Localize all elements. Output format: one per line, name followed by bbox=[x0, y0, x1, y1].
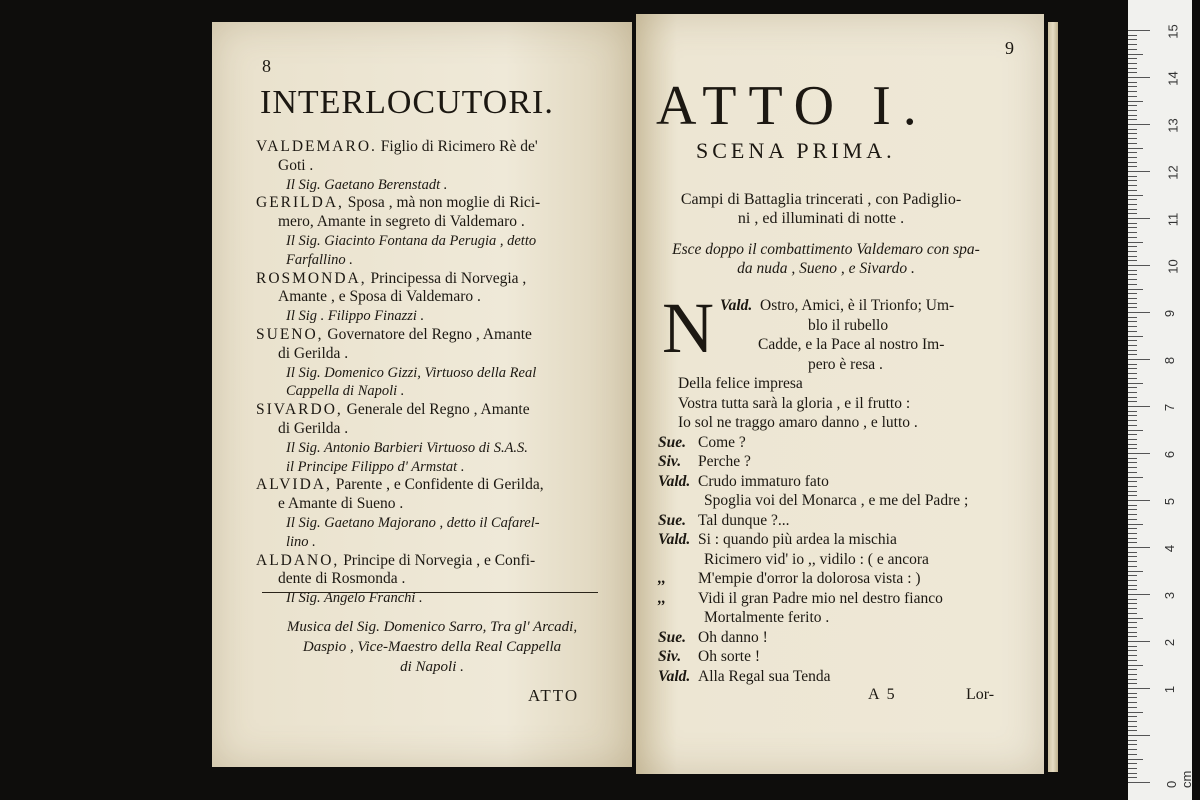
ruler-tick bbox=[1128, 331, 1137, 332]
ruler-tick bbox=[1128, 749, 1137, 750]
dialogue-line bbox=[658, 472, 1018, 492]
ruler-tick bbox=[1128, 350, 1137, 351]
ruler-tick bbox=[1128, 542, 1137, 543]
actor-name: il Principe Filippo d' Armstat . bbox=[286, 458, 465, 475]
verse-line: blo il rubello bbox=[808, 316, 889, 334]
ruler-tick bbox=[1128, 312, 1150, 313]
dialogue-line bbox=[658, 667, 1018, 687]
music-credit-line: Musica del Sig. Domenico Sarro, Tra gl' Arcadi, bbox=[286, 619, 578, 635]
ruler-number: 6 bbox=[1162, 450, 1178, 459]
character-description: e Amante di Sueno . bbox=[278, 495, 404, 513]
ruler-tick bbox=[1128, 321, 1137, 322]
cast-entry bbox=[256, 138, 614, 194]
ruler-tick bbox=[1128, 204, 1137, 205]
ruler-tick bbox=[1128, 39, 1137, 40]
ruler-tick bbox=[1128, 340, 1137, 341]
character-name: ALVIDA, bbox=[256, 476, 332, 494]
speaker: Sue. bbox=[658, 628, 686, 646]
actor-name: Il Sig. Giacinto Fontana da Perugia , detto bbox=[286, 232, 537, 249]
character-name: SIVARDO, bbox=[256, 401, 343, 419]
actor-name: Farfallino . bbox=[286, 251, 353, 268]
ruler-tick bbox=[1128, 35, 1137, 36]
ruler-tick bbox=[1128, 575, 1137, 576]
ruler-tick bbox=[1128, 368, 1137, 369]
ruler-tick bbox=[1128, 773, 1137, 774]
ruler-tick bbox=[1128, 326, 1137, 327]
speaker: Siv. bbox=[658, 453, 682, 470]
ruler-tick bbox=[1128, 716, 1137, 717]
dialogue-line bbox=[658, 628, 1018, 648]
ruler-tick bbox=[1128, 68, 1137, 69]
cast-entry bbox=[256, 270, 614, 326]
ruler-tick bbox=[1128, 199, 1137, 200]
ruler-tick bbox=[1128, 96, 1137, 97]
ruler-tick bbox=[1128, 636, 1137, 637]
verse-text: Spoglia voi del Monarca , e me del Padre ; bbox=[704, 492, 969, 509]
stage-direction bbox=[656, 190, 986, 228]
character-name: ROSMONDA, bbox=[256, 269, 367, 287]
ruler-tick bbox=[1128, 759, 1143, 760]
ruler-tick bbox=[1128, 425, 1137, 426]
ruler-tick bbox=[1128, 209, 1137, 210]
ruler-tick bbox=[1128, 270, 1137, 271]
music-credit-line: di Napoli . bbox=[400, 659, 464, 675]
ruler-tick bbox=[1128, 138, 1137, 139]
scene-title: SCENA PRIMA. bbox=[696, 138, 896, 163]
speaker: Vald. bbox=[720, 297, 753, 314]
ruler-tick bbox=[1128, 373, 1137, 374]
ruler-tick bbox=[1128, 82, 1137, 83]
ruler-tick bbox=[1128, 406, 1150, 407]
character-description: Governatore del Regno , Amante bbox=[327, 325, 532, 343]
ruler-number: 4 bbox=[1162, 544, 1178, 553]
ruler-tick bbox=[1128, 180, 1137, 181]
left-page bbox=[212, 22, 632, 767]
verse-text: Mortalmente ferito . bbox=[704, 609, 830, 626]
ruler-tick bbox=[1128, 72, 1137, 73]
right-page bbox=[636, 14, 1044, 774]
ruler-tick bbox=[1128, 556, 1137, 557]
dialogue-line bbox=[658, 589, 1018, 609]
ruler-tick bbox=[1128, 232, 1137, 233]
actor-name: Il Sig. Angelo Franchi . bbox=[286, 590, 423, 607]
verse-line: Ostro, Amici, è il Trionfo; Um- bbox=[760, 297, 955, 314]
signature-mark: A 5 bbox=[868, 686, 897, 703]
ruler-tick bbox=[1128, 472, 1137, 473]
entrance-line: da nuda , Sueno , e Sivardo . bbox=[737, 260, 915, 277]
ruler-tick bbox=[1128, 101, 1143, 102]
ruler-tick bbox=[1128, 777, 1137, 778]
ruler-tick bbox=[1128, 585, 1137, 586]
actor-name: Il Sig. Gaetano Berenstadt . bbox=[286, 176, 448, 193]
ruler-tick bbox=[1128, 387, 1137, 388]
ruler-number: 5 bbox=[1162, 497, 1178, 506]
ruler-tick bbox=[1128, 115, 1137, 116]
ruler-tick bbox=[1128, 293, 1137, 294]
ruler-tick bbox=[1128, 133, 1137, 134]
ruler-tick bbox=[1128, 284, 1137, 285]
ruler-tick bbox=[1128, 589, 1137, 590]
actor-name: Il Sig . Filippo Finazzi . bbox=[286, 308, 425, 325]
page-edges bbox=[1048, 22, 1058, 772]
character-description: mero, Amante in segreto di Valdemaro . bbox=[278, 213, 525, 231]
verse-line: Cadde, e la Pace al nostro Im- bbox=[758, 336, 945, 353]
ruler-tick bbox=[1128, 171, 1150, 172]
verse-text: Io sol ne traggo amaro danno , e lutto . bbox=[678, 414, 918, 431]
ruler-tick bbox=[1128, 166, 1137, 167]
ruler-number: 2 bbox=[1162, 638, 1178, 647]
ruler-tick bbox=[1128, 152, 1137, 153]
ruler-tick bbox=[1128, 336, 1143, 337]
cast-entry bbox=[256, 476, 614, 551]
verse-text: M'empie d'orror la dolorosa vista : ) bbox=[698, 570, 921, 587]
ruler-tick bbox=[1128, 646, 1137, 647]
ruler-number: 13 bbox=[1165, 118, 1181, 133]
actor-name: Il Sig. Antonio Barbieri Virtuoso di S.A.S. bbox=[286, 439, 528, 456]
ruler-tick bbox=[1128, 397, 1137, 398]
ruler-tick bbox=[1128, 491, 1137, 492]
speaker: Vald. bbox=[658, 667, 691, 685]
character-description: Figlio di Ricimero Rè de' bbox=[380, 138, 538, 155]
ruler-tick bbox=[1128, 571, 1143, 572]
stage-direction-line: Campi di Battaglia trincerati , con Padiglio- bbox=[680, 191, 962, 208]
ruler-tick bbox=[1128, 420, 1137, 421]
ruler-tick bbox=[1128, 655, 1137, 656]
ruler-tick bbox=[1128, 683, 1137, 684]
ruler-tick bbox=[1128, 251, 1137, 252]
act-title: ATTO I. bbox=[656, 75, 929, 137]
cast-entry bbox=[256, 194, 614, 269]
actor-name: Il Sig. Domenico Gizzi, Virtuoso della Real bbox=[286, 364, 537, 381]
ruler-tick bbox=[1128, 561, 1137, 562]
ruler-tick bbox=[1128, 411, 1137, 412]
ruler-tick bbox=[1128, 289, 1143, 290]
ruler-tick bbox=[1128, 608, 1137, 609]
actor-name: lino . bbox=[286, 533, 316, 550]
entrance-direction bbox=[656, 240, 996, 278]
ruler-tick bbox=[1128, 265, 1150, 266]
ruler-tick bbox=[1128, 688, 1150, 689]
ruler-tick bbox=[1128, 359, 1150, 360]
ruler-tick bbox=[1128, 702, 1137, 703]
ruler-tick bbox=[1128, 383, 1143, 384]
ruler-tick bbox=[1128, 519, 1137, 520]
verse-text: Oh danno ! bbox=[698, 628, 768, 646]
measuring-ruler bbox=[1128, 0, 1192, 800]
ruler-tick bbox=[1128, 77, 1150, 78]
ruler-tick bbox=[1128, 566, 1137, 567]
ruler-tick bbox=[1128, 533, 1137, 534]
ruler-tick bbox=[1128, 190, 1137, 191]
ruler-number: 7 bbox=[1162, 403, 1178, 412]
verse-text: Si : quando più ardea la mischia bbox=[698, 531, 897, 548]
ruler-tick bbox=[1128, 58, 1137, 59]
ruler-tick bbox=[1128, 514, 1137, 515]
ruler-tick bbox=[1128, 157, 1137, 158]
dialogue-line bbox=[658, 394, 1018, 414]
character-name: ALDANO, bbox=[256, 551, 340, 569]
ruler-tick bbox=[1128, 195, 1143, 196]
ruler-tick bbox=[1128, 129, 1137, 130]
ruler-tick bbox=[1128, 345, 1137, 346]
ruler-tick bbox=[1128, 740, 1137, 741]
ruler-tick bbox=[1128, 528, 1137, 529]
ruler-tick bbox=[1128, 119, 1137, 120]
speaker: ,, bbox=[658, 589, 666, 607]
ruler-tick bbox=[1128, 49, 1137, 50]
dialogue-line bbox=[658, 511, 1018, 531]
cast-entry bbox=[256, 552, 614, 608]
ruler-tick bbox=[1128, 763, 1137, 764]
ruler-tick bbox=[1128, 279, 1137, 280]
ruler-tick bbox=[1128, 599, 1137, 600]
dialogue-line bbox=[658, 374, 1018, 394]
ruler-tick bbox=[1128, 693, 1137, 694]
ruler-tick bbox=[1128, 453, 1150, 454]
drop-cap: N bbox=[662, 296, 714, 368]
ruler-tick bbox=[1128, 679, 1137, 680]
character-description: Parente , e Confidente di Gerilda, bbox=[335, 476, 544, 494]
ruler-tick bbox=[1128, 495, 1137, 496]
ruler-number: 8 bbox=[1162, 356, 1178, 365]
character-description: Principessa di Norvegia , bbox=[370, 269, 527, 287]
verse-text: Ricimero vid' io ,, vidilo : ( e ancora bbox=[704, 550, 929, 568]
entrance-line: Esce doppo il combattimento Valdemaro con spa- bbox=[672, 241, 980, 258]
ruler-tick bbox=[1128, 538, 1137, 539]
cast-list bbox=[256, 138, 614, 608]
music-credit-line: Daspio , Vice-Maestro della Real Cappella bbox=[302, 639, 562, 655]
page-number-left: 8 bbox=[262, 56, 271, 76]
ruler-tick bbox=[1128, 458, 1137, 459]
ruler-number: 15 bbox=[1165, 24, 1181, 39]
character-name: GERILDA, bbox=[256, 194, 344, 212]
ruler-tick bbox=[1128, 246, 1137, 247]
ruler-tick bbox=[1128, 256, 1137, 257]
actor-name: Cappella di Napoli . bbox=[286, 383, 405, 400]
ruler-tick bbox=[1128, 627, 1137, 628]
ruler-tick bbox=[1128, 707, 1137, 708]
character-description: Amante , e Sposa di Valdemaro . bbox=[278, 288, 481, 306]
ruler-tick bbox=[1128, 641, 1150, 642]
ruler-tick bbox=[1128, 444, 1137, 445]
ruler-tick bbox=[1128, 237, 1137, 238]
ruler-number: 10 bbox=[1165, 259, 1181, 274]
character-description: di Gerilda . bbox=[278, 419, 349, 437]
dialogue-line bbox=[658, 530, 1018, 550]
ruler-tick bbox=[1128, 712, 1143, 713]
ruler-tick bbox=[1128, 726, 1137, 727]
actor-name: Il Sig. Gaetano Majorano , detto il Cafarel- bbox=[286, 514, 540, 531]
ruler-tick bbox=[1128, 260, 1137, 261]
speaker: ,, bbox=[658, 570, 666, 587]
ruler-tick bbox=[1128, 697, 1137, 698]
ruler-tick bbox=[1128, 669, 1137, 670]
ruler-tick bbox=[1128, 364, 1137, 365]
verse-text: Oh sorte ! bbox=[698, 648, 760, 665]
ruler-tick bbox=[1128, 622, 1137, 623]
ruler-tick bbox=[1128, 467, 1137, 468]
character-description: Goti . bbox=[278, 156, 314, 174]
ruler-tick bbox=[1128, 735, 1150, 736]
ruler-number: 11 bbox=[1165, 212, 1181, 227]
ruler-tick bbox=[1128, 378, 1137, 379]
ruler-tick bbox=[1128, 721, 1137, 722]
verse-text: Della felice impresa bbox=[678, 375, 803, 392]
divider bbox=[262, 592, 598, 593]
ruler-tick bbox=[1128, 307, 1137, 308]
dialogue-line bbox=[658, 491, 1018, 511]
ruler-tick bbox=[1128, 143, 1137, 144]
ruler-tick bbox=[1128, 162, 1137, 163]
ruler-tick bbox=[1128, 486, 1137, 487]
verse-text: Crudo immaturo fato bbox=[698, 472, 829, 490]
ruler-tick bbox=[1128, 448, 1137, 449]
ruler-tick bbox=[1128, 223, 1137, 224]
catchword-right: Lor- bbox=[966, 686, 995, 703]
dialogue-lines bbox=[658, 374, 1018, 686]
ruler-tick bbox=[1128, 415, 1137, 416]
ruler-tick bbox=[1128, 185, 1137, 186]
ruler-tick bbox=[1128, 477, 1143, 478]
ruler-number: 14 bbox=[1165, 71, 1181, 86]
ruler-tick bbox=[1128, 227, 1137, 228]
ruler-tick bbox=[1128, 552, 1137, 553]
ruler-tick bbox=[1128, 354, 1137, 355]
speaker: Vald. bbox=[658, 472, 691, 490]
ruler-tick bbox=[1128, 105, 1137, 106]
verse-text: Alla Regal sua Tenda bbox=[698, 667, 831, 685]
ruler-tick bbox=[1128, 632, 1137, 633]
ruler-tick bbox=[1128, 434, 1137, 435]
ruler-number: 3 bbox=[1162, 591, 1178, 600]
ruler-tick bbox=[1128, 303, 1137, 304]
dialogue bbox=[658, 296, 1018, 686]
ruler-tick bbox=[1128, 500, 1150, 501]
ruler-number: 9 bbox=[1162, 309, 1178, 318]
dialogue-line bbox=[658, 569, 1018, 589]
character-name: VALDEMARO. bbox=[256, 138, 377, 155]
ruler-tick bbox=[1128, 674, 1137, 675]
ruler-label: 0 cm bbox=[1164, 770, 1194, 788]
character-description: Generale del Regno , Amante bbox=[346, 401, 530, 419]
ruler-tick bbox=[1128, 768, 1137, 769]
ruler-tick bbox=[1128, 730, 1137, 731]
ruler-tick bbox=[1128, 86, 1137, 87]
ruler-number: 12 bbox=[1165, 165, 1181, 180]
ruler-tick bbox=[1128, 110, 1137, 111]
ruler-tick bbox=[1128, 660, 1137, 661]
character-description: di Gerilda . bbox=[278, 344, 349, 362]
ruler-tick bbox=[1128, 218, 1150, 219]
ruler-tick bbox=[1128, 481, 1137, 482]
ruler-tick bbox=[1128, 63, 1137, 64]
cast-title: INTERLOCUTORI. bbox=[260, 84, 554, 121]
ruler-tick bbox=[1128, 44, 1137, 45]
speaker: Sue. bbox=[658, 511, 686, 529]
ruler-tick bbox=[1128, 580, 1137, 581]
ruler-tick bbox=[1128, 298, 1137, 299]
ruler-tick bbox=[1128, 603, 1137, 604]
dialogue-line bbox=[658, 413, 1018, 433]
opening-speech bbox=[658, 296, 1018, 374]
ruler-tick bbox=[1128, 782, 1150, 783]
ruler-tick bbox=[1128, 430, 1143, 431]
ruler-tick bbox=[1128, 439, 1137, 440]
dialogue-line bbox=[658, 647, 1018, 667]
verse-text: Tal dunque ?... bbox=[698, 511, 790, 529]
ruler-tick bbox=[1128, 744, 1137, 745]
ruler-tick bbox=[1128, 124, 1150, 125]
ruler-tick bbox=[1128, 650, 1137, 651]
character-name: SUENO, bbox=[256, 325, 324, 343]
ruler-tick bbox=[1128, 401, 1137, 402]
ruler-tick bbox=[1128, 274, 1137, 275]
cast-entry bbox=[256, 401, 614, 476]
ruler-tick bbox=[1128, 176, 1137, 177]
verse-text: Come ? bbox=[698, 433, 746, 451]
ruler-tick bbox=[1128, 148, 1143, 149]
ruler-tick bbox=[1128, 213, 1137, 214]
ruler-tick bbox=[1128, 242, 1143, 243]
music-credit bbox=[262, 617, 602, 677]
ruler-tick bbox=[1128, 462, 1137, 463]
ruler-tick bbox=[1128, 547, 1150, 548]
ruler-tick bbox=[1128, 505, 1137, 506]
character-description: Sposa , mà non moglie di Rici- bbox=[347, 194, 541, 212]
speaker: Siv. bbox=[658, 648, 682, 665]
ruler-tick bbox=[1128, 30, 1150, 31]
verse-line: pero è resa . bbox=[808, 355, 883, 373]
speaker: Sue. bbox=[658, 433, 686, 451]
dialogue-line bbox=[658, 550, 1018, 570]
ruler-number: 1 bbox=[1162, 685, 1178, 694]
ruler-tick bbox=[1128, 509, 1137, 510]
cast-entry bbox=[256, 326, 614, 401]
ruler-tick bbox=[1128, 613, 1137, 614]
verse-text: Vostra tutta sarà la gloria , e il frutto : bbox=[678, 394, 911, 412]
open-book bbox=[200, 12, 1070, 782]
character-description: Principe di Norvegia , e Confi- bbox=[343, 551, 536, 569]
catchword-left: ATTO bbox=[528, 686, 580, 705]
ruler-tick bbox=[1128, 91, 1137, 92]
speaker: Vald. bbox=[658, 531, 691, 548]
ruler-tick bbox=[1128, 54, 1143, 55]
dialogue-line bbox=[658, 452, 1018, 472]
dialogue-line bbox=[658, 608, 1018, 628]
ruler-tick bbox=[1128, 317, 1137, 318]
ruler-tick bbox=[1128, 665, 1143, 666]
verse-text: Vidi il gran Padre mio nel destro fianco bbox=[698, 589, 943, 607]
verse-text: Perche ? bbox=[698, 453, 751, 470]
ruler-tick bbox=[1128, 618, 1143, 619]
stage-direction-line: ni , ed illuminati di notte . bbox=[737, 210, 905, 227]
ruler-tick bbox=[1128, 594, 1150, 595]
ruler-tick bbox=[1128, 754, 1137, 755]
page-number-right: 9 bbox=[1005, 38, 1014, 58]
character-description: dente di Rosmonda . bbox=[278, 570, 406, 588]
ruler-tick bbox=[1128, 524, 1143, 525]
dialogue-line bbox=[658, 433, 1018, 453]
ruler-tick bbox=[1128, 392, 1137, 393]
